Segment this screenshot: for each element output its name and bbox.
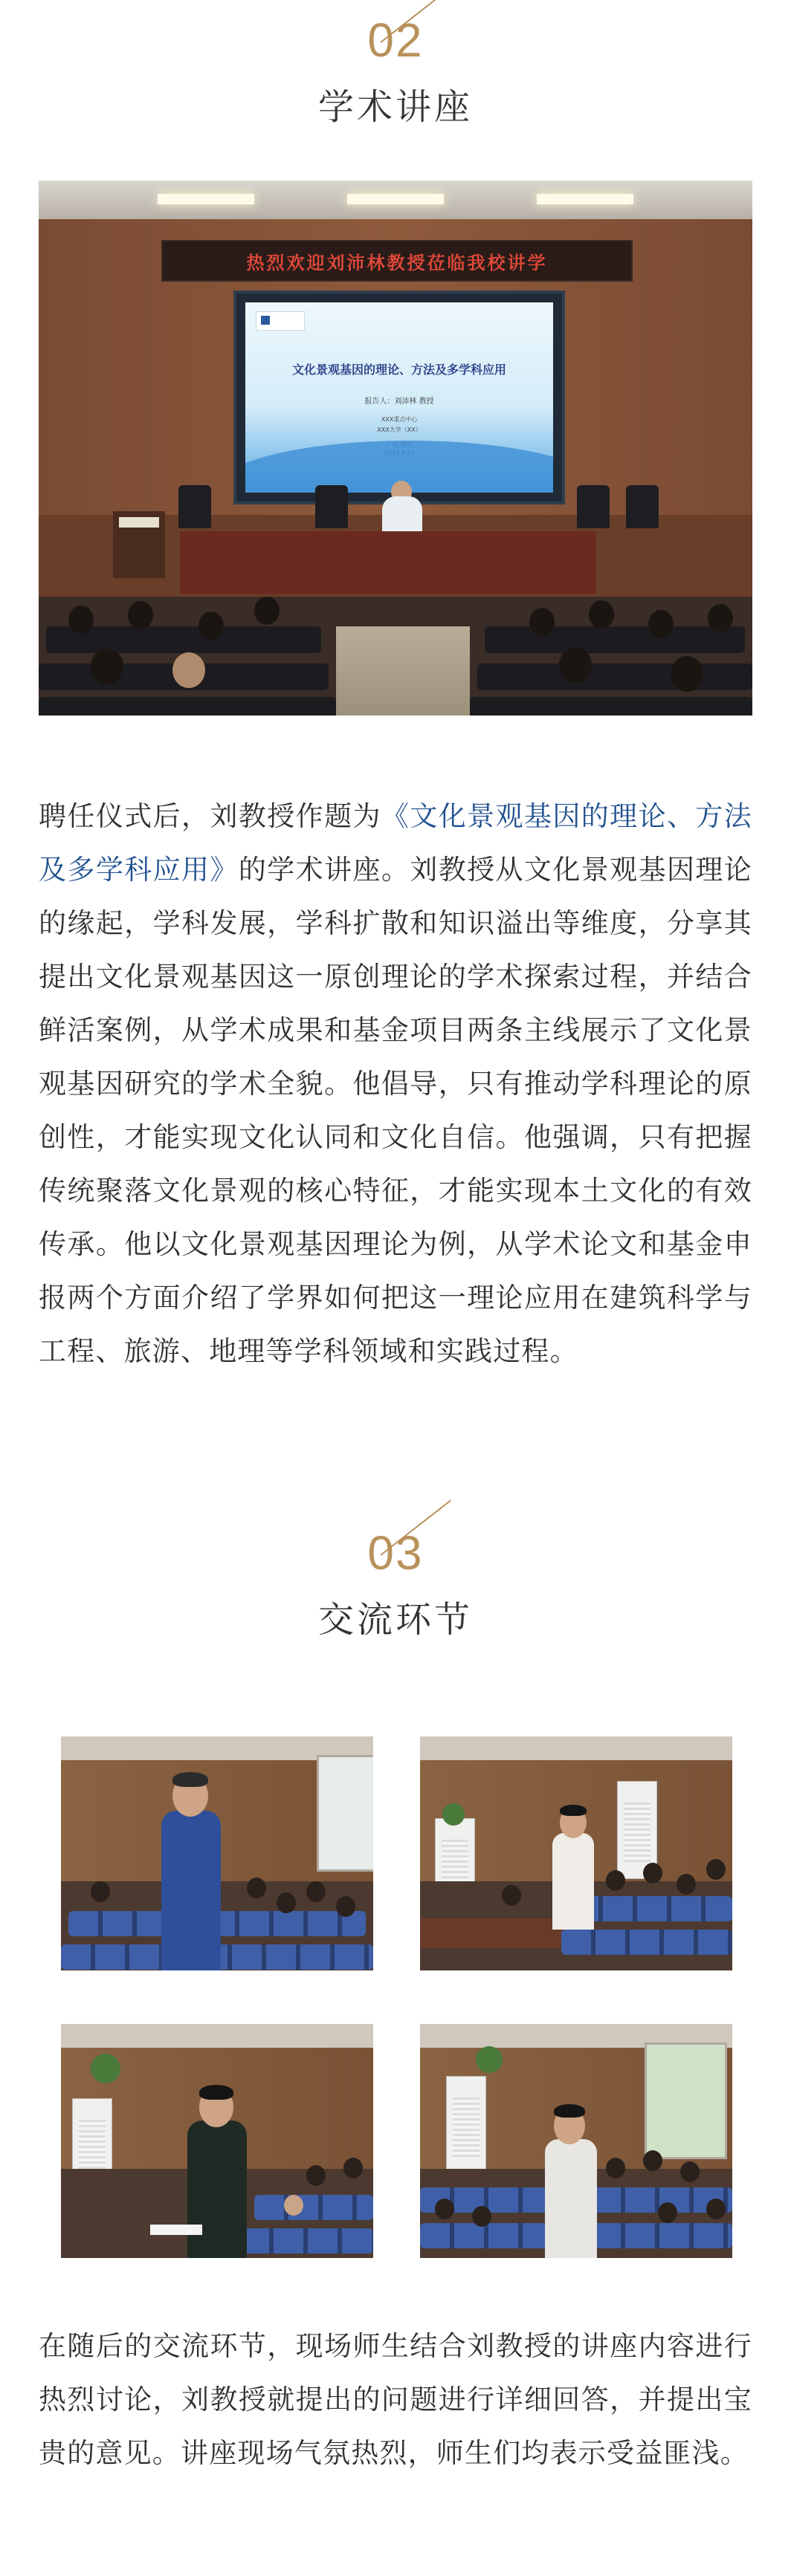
welcome-banner: 热烈欢迎刘沛林教授莅临我校讲学 <box>161 240 633 282</box>
lecture-paragraph: 聘任仪式后，刘教授作题为《文化景观基因的理论、方法及多学科应用》的学术讲座。刘教授从文化景观基因理论的缘起，学科发展，学科扩散和知识溢出等维度，分享其提出文化景观基因这一原创理论的学术探索过程，并结合鲜活案例，从学术成果和基金项目两条主线展示了文化景观基因研究的学术全貌。他倡导，只有推动学科理论的原创性，才能实现文化认同和文化自信。他强调，只有把握传统聚落文化景观的核心特征，才能实现本土文化的有效传承。他以文化景观基因理论为例，从学术论文和基金申报两个方面介绍了学界如何把这一理论应用在建筑科学与工程、旅游、地理等学科领域和实践过程。 <box>39 800 752 1367</box>
qa-photo-3 <box>61 2024 373 2258</box>
screen-title: 文化景观基因的理论、方法及多学科应用 <box>291 363 506 377</box>
standing-person <box>187 2121 247 2258</box>
section-02-header <box>0 13 791 128</box>
qa-photo-2 <box>420 1736 732 1970</box>
lecture-title-highlight: 《文化景观基因的理论、方法及多学科应用》 <box>39 800 752 886</box>
ceiling <box>39 181 752 219</box>
screen-org: XXX大学（XX） <box>377 426 422 433</box>
qa-paragraph: 在随后的交流环节，现场师生结合刘教授的讲座内容进行热烈讨论，刘教授就提出的问题进行详细回答，并提出宝贵的意见。讲座现场气氛热烈，师生们均表示受益匪浅。 <box>39 2330 752 2469</box>
qa-photo-1 <box>61 1736 373 1970</box>
standing-person <box>552 1833 594 1930</box>
stage-table <box>180 531 596 594</box>
standing-person <box>161 1811 221 1970</box>
projection-screen <box>233 291 565 505</box>
section-title: 交流环节 <box>317 1599 473 1641</box>
section-number: 02 <box>367 16 423 64</box>
screen-reporter: 报告人：刘沛林 教授 <box>364 398 434 406</box>
standing-person <box>545 2139 597 2258</box>
lecture-hall-photo <box>39 181 752 716</box>
screen-org: XXX重点中心 <box>381 416 418 423</box>
section-title: 学术讲座 <box>317 86 473 128</box>
qa-photo-4 <box>420 2024 732 2258</box>
logo-icon <box>256 311 305 331</box>
section-03-header <box>0 1526 791 1641</box>
podium <box>113 511 165 578</box>
section-number: 03 <box>367 1529 423 1577</box>
